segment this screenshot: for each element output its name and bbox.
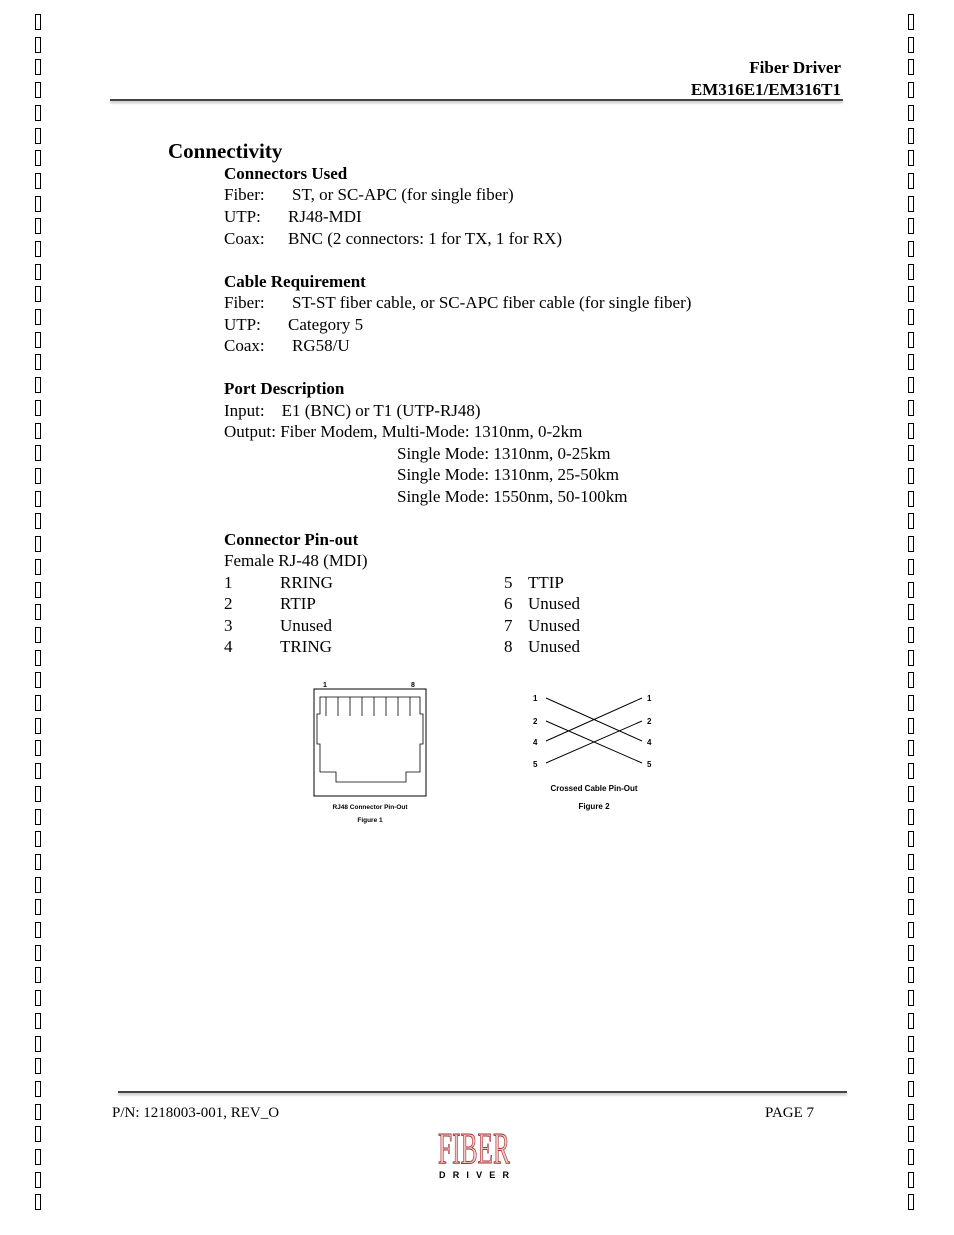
cable-fiber-label: Fiber: xyxy=(224,293,265,312)
binder-hole xyxy=(908,763,914,779)
binder-hole xyxy=(908,332,914,348)
binder-hole xyxy=(35,218,41,234)
figure2-label: Figure 2 xyxy=(578,802,610,811)
binder-hole xyxy=(908,513,914,529)
figure1-label: Figure 1 xyxy=(357,817,383,824)
binder-hole xyxy=(908,831,914,847)
binder-hole xyxy=(35,945,41,961)
binder-hole xyxy=(908,59,914,75)
binder-hole xyxy=(908,695,914,711)
binder-hole xyxy=(35,740,41,756)
pin-number: 3 xyxy=(224,616,233,635)
binder-hole xyxy=(35,286,41,302)
binder-hole xyxy=(908,877,914,893)
connector-pinout-heading: Connector Pin-out xyxy=(224,530,359,549)
pin-number: 4 xyxy=(224,637,233,656)
binder-hole xyxy=(908,309,914,325)
header-model: EM316E1/EM316T1 xyxy=(690,80,841,99)
binder-hole xyxy=(35,309,41,325)
binder-hole xyxy=(35,1036,41,1052)
binder-hole xyxy=(908,37,914,53)
binder-hole xyxy=(908,82,914,98)
binder-hole xyxy=(908,582,914,598)
binder-hole xyxy=(908,718,914,734)
binder-hole xyxy=(908,264,914,280)
binder-hole xyxy=(35,650,41,666)
binder-hole xyxy=(908,786,914,802)
binder-hole xyxy=(35,445,41,461)
binder-hole xyxy=(35,1149,41,1165)
pin-number: 6 xyxy=(504,594,513,613)
port-output-line: Single Mode: 1310nm, 25-50km xyxy=(397,465,619,484)
binder-hole xyxy=(35,536,41,552)
binder-hole xyxy=(35,990,41,1006)
pin-label-first: 1 xyxy=(323,682,327,689)
binder-hole xyxy=(35,1104,41,1120)
binder-hole xyxy=(35,354,41,370)
fiber-driver-logo xyxy=(436,1120,512,1180)
binder-hole xyxy=(908,1126,914,1142)
connector-utp-value: RJ48-MDI xyxy=(288,207,362,226)
binder-hole xyxy=(908,854,914,870)
cable-utp-value: Category 5 xyxy=(288,315,364,334)
binder-hole xyxy=(35,877,41,893)
binder-hole xyxy=(35,241,41,257)
pin-number: 2 xyxy=(224,594,233,613)
pin-signal: RRING xyxy=(280,573,333,592)
binder-hole xyxy=(35,196,41,212)
crossed-wires xyxy=(546,698,642,763)
pin-number: 8 xyxy=(504,637,513,656)
binder-hole xyxy=(35,718,41,734)
binder-hole xyxy=(35,513,41,529)
page-title: Connectivity xyxy=(168,139,283,163)
binder-hole xyxy=(35,491,41,507)
binder-hole xyxy=(908,241,914,257)
binder-hole xyxy=(35,559,41,575)
binder-hole xyxy=(35,468,41,484)
connector-coax-value: BNC (2 connectors: 1 for TX, 1 for RX) xyxy=(288,229,563,248)
binder-hole xyxy=(908,400,914,416)
figure1-caption: RJ48 Connector Pin-Out xyxy=(332,804,408,811)
pin-number: 7 xyxy=(504,616,513,635)
binder-hole xyxy=(908,967,914,983)
binder-hole xyxy=(35,423,41,439)
binder-hole xyxy=(35,1172,41,1188)
logo-text-fiber: FIBER xyxy=(438,1124,511,1173)
pin-signal: Unused xyxy=(528,616,580,635)
binder-hole xyxy=(35,1058,41,1074)
contact-pins xyxy=(326,697,410,716)
binder-hole xyxy=(908,150,914,166)
right-pin-label: 5 xyxy=(647,760,652,769)
binder-hole xyxy=(908,559,914,575)
binder-hole xyxy=(35,173,41,189)
binder-hole xyxy=(908,468,914,484)
part-number: P/N: 1218003-001, REV_O xyxy=(112,1105,280,1121)
cable-fiber-value: ST-ST fiber cable, or SC-APC fiber cable (for single fiber) xyxy=(292,293,692,312)
binder-hole xyxy=(908,423,914,439)
binder-hole xyxy=(35,967,41,983)
connector-outline xyxy=(314,689,426,796)
binder-hole xyxy=(35,1081,41,1097)
binder-hole xyxy=(908,650,914,666)
connector-fiber-value: ST, or SC-APC (for single fiber) xyxy=(292,185,514,204)
port-description-heading: Port Description xyxy=(224,379,345,398)
left-pin-label: 2 xyxy=(533,717,538,726)
jack-opening xyxy=(317,697,423,782)
binder-holes-left xyxy=(35,0,47,1235)
binder-hole xyxy=(35,128,41,144)
binder-hole xyxy=(35,332,41,348)
cable-requirement-heading: Cable Requirement xyxy=(224,272,366,291)
pin-signal: Unused xyxy=(528,594,580,613)
connectors-used-heading: Connectors Used xyxy=(224,164,348,183)
binder-hole xyxy=(35,14,41,30)
left-pin-label: 1 xyxy=(533,694,538,703)
binder-hole xyxy=(908,1172,914,1188)
binder-hole xyxy=(35,37,41,53)
binder-hole xyxy=(35,264,41,280)
pin-signal: RTIP xyxy=(280,594,316,613)
binder-hole xyxy=(35,786,41,802)
connector-pinout-subtitle: Female RJ-48 (MDI) xyxy=(224,551,368,570)
connector-fiber-label: Fiber: xyxy=(224,185,265,204)
binder-hole xyxy=(908,128,914,144)
header-product: Fiber Driver xyxy=(749,58,841,77)
binder-hole xyxy=(35,150,41,166)
binder-hole xyxy=(35,604,41,620)
binder-hole xyxy=(35,627,41,643)
pin-label-last: 8 xyxy=(411,682,415,689)
header-rule xyxy=(110,99,843,101)
binder-hole xyxy=(908,105,914,121)
document-header xyxy=(691,57,841,101)
pin-signal: TTIP xyxy=(528,573,564,592)
binder-hole xyxy=(908,354,914,370)
figure-rj48-connector xyxy=(300,676,440,836)
binder-hole xyxy=(908,286,914,302)
pin-signal: Unused xyxy=(528,637,580,656)
figure-crossed-cable xyxy=(520,686,670,821)
binder-hole xyxy=(908,491,914,507)
port-output-line: Single Mode: 1310nm, 0-25km xyxy=(397,444,611,463)
cable-coax-value: RG58/U xyxy=(292,336,350,355)
logo-text-driver: D R I V E R xyxy=(439,1170,509,1180)
binder-hole xyxy=(35,1013,41,1029)
binder-hole xyxy=(35,400,41,416)
binder-hole xyxy=(908,740,914,756)
right-pin-label: 1 xyxy=(647,694,652,703)
connector-utp-label: UTP: xyxy=(224,207,261,226)
binder-hole xyxy=(35,831,41,847)
binder-holes-right xyxy=(908,0,920,1235)
figure2-caption: Crossed Cable Pin-Out xyxy=(550,784,638,793)
binder-hole xyxy=(908,990,914,1006)
binder-hole xyxy=(35,899,41,915)
left-pin-label: 5 xyxy=(533,760,538,769)
right-pin-label: 4 xyxy=(647,738,652,747)
binder-hole xyxy=(35,809,41,825)
binder-hole xyxy=(35,377,41,393)
binder-hole xyxy=(908,1081,914,1097)
binder-hole xyxy=(908,1149,914,1165)
cable-coax-label: Coax: xyxy=(224,336,265,355)
left-pin-label: 4 xyxy=(533,738,538,747)
page-number: PAGE 7 xyxy=(765,1105,815,1121)
binder-hole xyxy=(908,445,914,461)
binder-hole xyxy=(35,695,41,711)
cable-utp-label: UTP: xyxy=(224,315,261,334)
binder-hole xyxy=(908,809,914,825)
connector-coax-label: Coax: xyxy=(224,229,265,248)
binder-hole xyxy=(35,672,41,688)
binder-hole xyxy=(35,922,41,938)
binder-hole xyxy=(908,672,914,688)
binder-hole xyxy=(908,218,914,234)
logo-graphic xyxy=(436,1120,512,1180)
port-output: Output: Fiber Modem, Multi-Mode: 1310nm, 0-2km xyxy=(224,422,583,441)
binder-hole xyxy=(35,854,41,870)
binder-hole xyxy=(908,196,914,212)
binder-hole xyxy=(908,14,914,30)
binder-hole xyxy=(35,105,41,121)
right-pin-label: 2 xyxy=(647,717,652,726)
pin-signal: TRING xyxy=(280,637,332,656)
pin-number: 5 xyxy=(504,573,513,592)
binder-hole xyxy=(35,582,41,598)
footer-rule xyxy=(118,1091,847,1093)
binder-hole xyxy=(35,763,41,779)
rj48-connector-diagram xyxy=(300,676,440,831)
binder-hole xyxy=(35,1194,41,1210)
binder-hole xyxy=(908,899,914,915)
binder-hole xyxy=(908,1036,914,1052)
port-output-line: Single Mode: 1550nm, 50-100km xyxy=(397,487,628,506)
binder-hole xyxy=(908,1194,914,1210)
binder-hole xyxy=(908,945,914,961)
pin-number: 1 xyxy=(224,573,233,592)
binder-hole xyxy=(908,1104,914,1120)
binder-hole xyxy=(35,59,41,75)
pin-signal: Unused xyxy=(280,616,332,635)
binder-hole xyxy=(908,604,914,620)
binder-hole xyxy=(908,922,914,938)
binder-hole xyxy=(908,1058,914,1074)
binder-hole xyxy=(908,173,914,189)
crossed-cable-diagram xyxy=(520,686,670,816)
port-input: Input: E1 (BNC) or T1 (UTP-RJ48) xyxy=(224,401,481,420)
binder-hole xyxy=(908,536,914,552)
binder-hole xyxy=(35,82,41,98)
binder-hole xyxy=(35,1126,41,1142)
binder-hole xyxy=(908,377,914,393)
binder-hole xyxy=(908,627,914,643)
binder-hole xyxy=(908,1013,914,1029)
